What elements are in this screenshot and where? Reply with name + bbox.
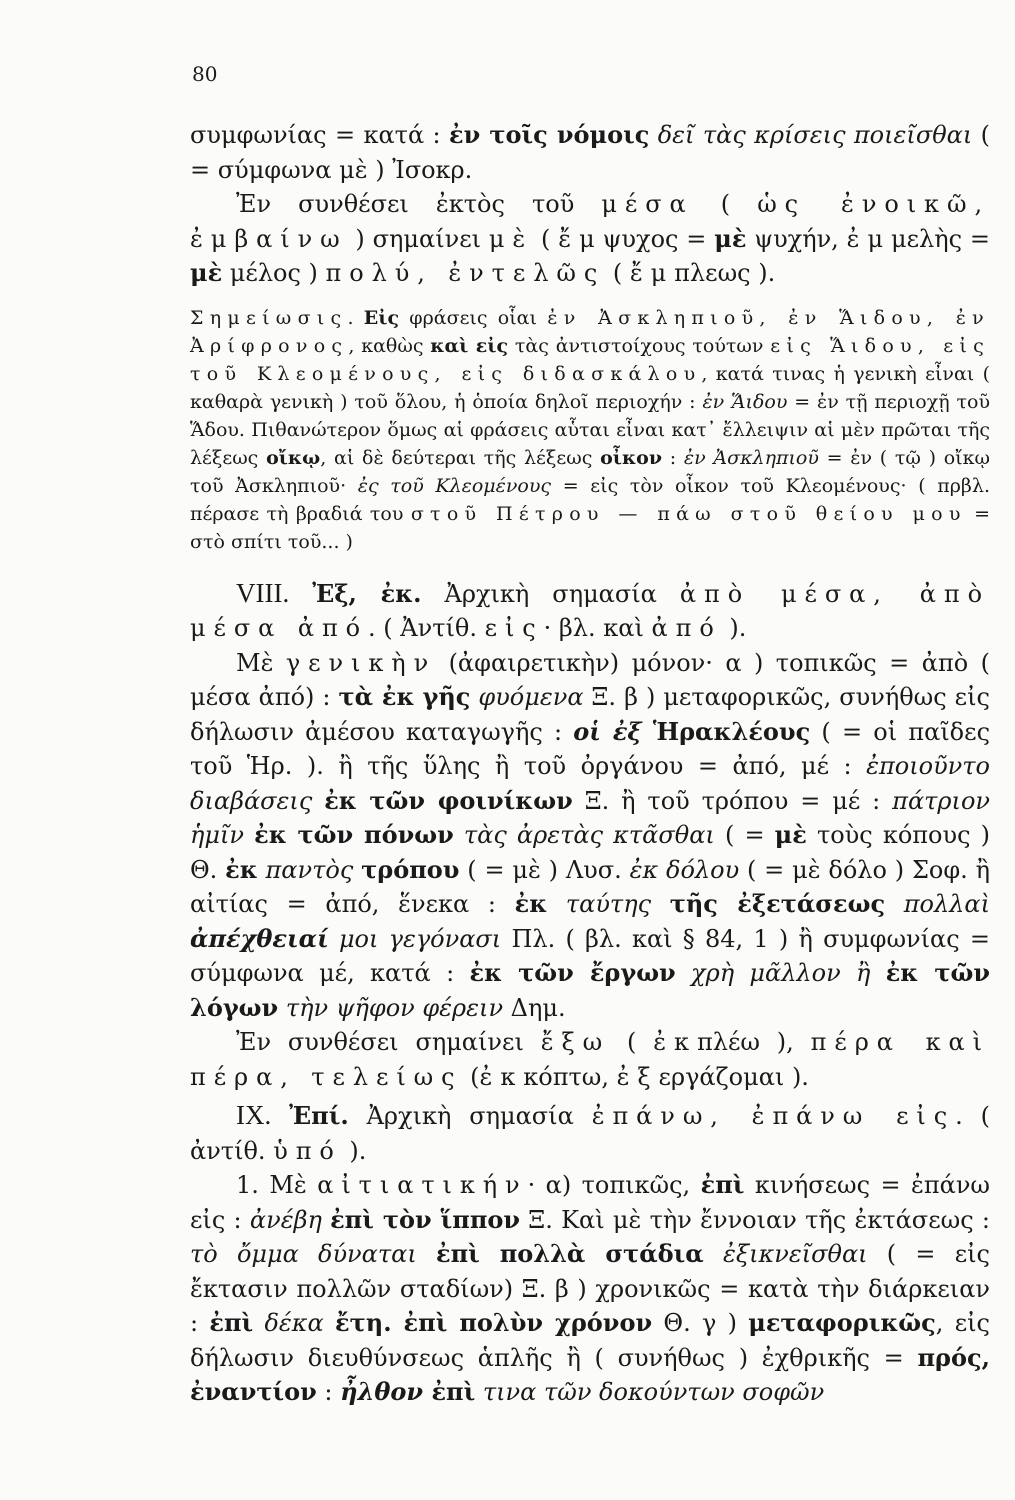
paragraph-composition-mesa: Ἐν συνθέσει ἐκτὸς τοῦ μέσα ( ὡς ἐνοικῶ, ἐμβαίνω ) σημαίνει μὲ ( ἔμψυχος = μὲ ψυχήν, ἐμμελὴς = μὲ μέλος ) πολύ, ἐντελῶς ( ἔμπλεως ). — [190, 190, 990, 287]
paragraph-composition-ek: Ἐν συνθέσει σημαίνει ἔξω ( ἐκπλέω ), πέρα καὶ πέρα, τελείως (ἐκκόπτω, ἐξεργάζομαι ). — [190, 1028, 990, 1091]
section-heading-ex-ek: VIII. Ἐξ, ἐκ. Ἀρχικὴ σημασία ἀπὸ μέσα, ἀπὸ μέσα ἀπό. ( Ἀντίθ. εἰς· βλ. καὶ ἀπό ). — [190, 577, 990, 642]
page-number: 80 — [192, 62, 218, 86]
paragraph-accusative-usage: 1. Μὲ αἰτιατικήν· α) τοπικῶς, ἐπὶ κινήσεως = ἐπάνω εἰς : ἀνέβη ἐπὶ τὸν ἵππον Ξ. Καὶ μὲ τὴν ἔννοιαν τῆς ἐκτάσεως : τὸ ὄμμα δύναται ἐπὶ πολλὰ στάδια ἐξικνεῖσθαι ( = εἰς ἔκτασιν πολλῶν σταδίων) Ξ. β ) χρονικῶς = κατὰ τὴν διάρκειαν : ἐπὶ δέκα ἔτη. ἐπὶ πολὺν χρόνον Θ. γ ) μεταφορικῶς, εἰς δήλωσιν διευθύνσεως ἁπλῆς ἢ ( συνήθως ) ἐχθρικῆς = πρός, ἐναντίον : ἦλθον ἐπὶ τινα τῶν δοκούντων σοφῶν — [190, 1170, 990, 1406]
paragraph-genitive-usage: Μὲ γενικὴν (ἀφαιρετικὴν) μόνον· α ) τοπικῶς = ἀπὸ ( μέσα ἀπό) : τὰ ἐκ γῆς φυόμενα Ξ. β ) μεταφορικῶς, συνήθως εἰς δήλωσιν ἀμέσου καταγωγῆς : οἱ ἐξ Ἡρακλέους ( = οἱ παῖδες τοῦ Ἡρ. ). ἢ τῆς ὕλης ἢ τοῦ ὀργάνου = ἀπό, μέ : ἐποιοῦντο διαβάσεις ἐκ τῶν φοινίκων Ξ. ἢ τοῦ τρόπου = μέ : πάτριον ἡμῖν ἐκ τῶν πόνων τὰς ἀρετὰς κτᾶσθαι ( = μὲ τοὺς κόπους ) Θ. ἐκ παντὸς τρόπου ( = μὲ ) Λυσ. ἐκ δόλου ( = μὲ δόλο ) Σοφ. ἢ αἰτίας = ἀπό, ἕνεκα : ἐκ ταύτης τῆς ἐξετάσεως πολλαὶ ἀπέχθειαί μοι γεγόνασι Πλ. ( βλ. καὶ § 84, 1 ) ἢ συμφωνίας = σύμφωνα μέ, κατά : ἐκ τῶν ἔργων χρὴ μᾶλλον ἢ ἐκ τῶν λόγων τὴν ψῆφον φέρειν Δημ. — [190, 648, 991, 1022]
page-body — [190, 118, 990, 1410]
section-heading-epi: IX. Ἐπί. Ἀρχικὴ σημασία ἐπάνω, ἐπάνω εἰς. ( ἀντίθ. ὑπό ). — [190, 1100, 990, 1165]
paragraph-continuation: συμφωνίας = κατά : ἐν τοῖς νόμοις δεῖ τὰς κρίσεις ποιεῖσθαι ( = σύμφωνα μὲ ) Ἰσοκρ. — [190, 120, 991, 184]
note-semeiosis: Σημείωσις. Εἰς φράσεις οἷαι ἐν Ἀσκληπιοῦ, ἐν Ἅιδου, ἐν Ἀρίφρονος, καθὼς καὶ εἰς τὰς ἀντιστοίχους τούτων εἰς Ἅιδου, εἰς τοῦ Κλεομένους, εἰς διδασκάλου, κατά τινας ἡ γενικὴ εἶναι ( καθαρὰ γενικὴ ) τοῦ ὅλου, ἡ ὁποία δηλοῖ περιοχήν : ἐν Ἅιδου = ἐν τῇ περιοχῇ τοῦ Ἅδου. Πιθανώτερον ὅμως αἱ φράσεις αὗται εἶναι κατ᾽ ἔλλειψιν αἱ μὲν πρῶται τῆς λέξεως οἴκῳ, αἱ δὲ δεύτεραι τῆς λέξεως οἶκον : ἐν Ἀσκληπιοῦ = ἐν ( τῷ ) οἴκῳ τοῦ Ἀσκληπιοῦ· ἐς τοῦ Κλεομένους = εἰς τὸν οἶκον τοῦ Κλεομένους· ( πρβλ. πέρασε τὴ βραδιά του στοῦ Πέτρου — πάω στοῦ θείου μου = στὸ σπίτι τοῦ... ) — [190, 306, 990, 553]
